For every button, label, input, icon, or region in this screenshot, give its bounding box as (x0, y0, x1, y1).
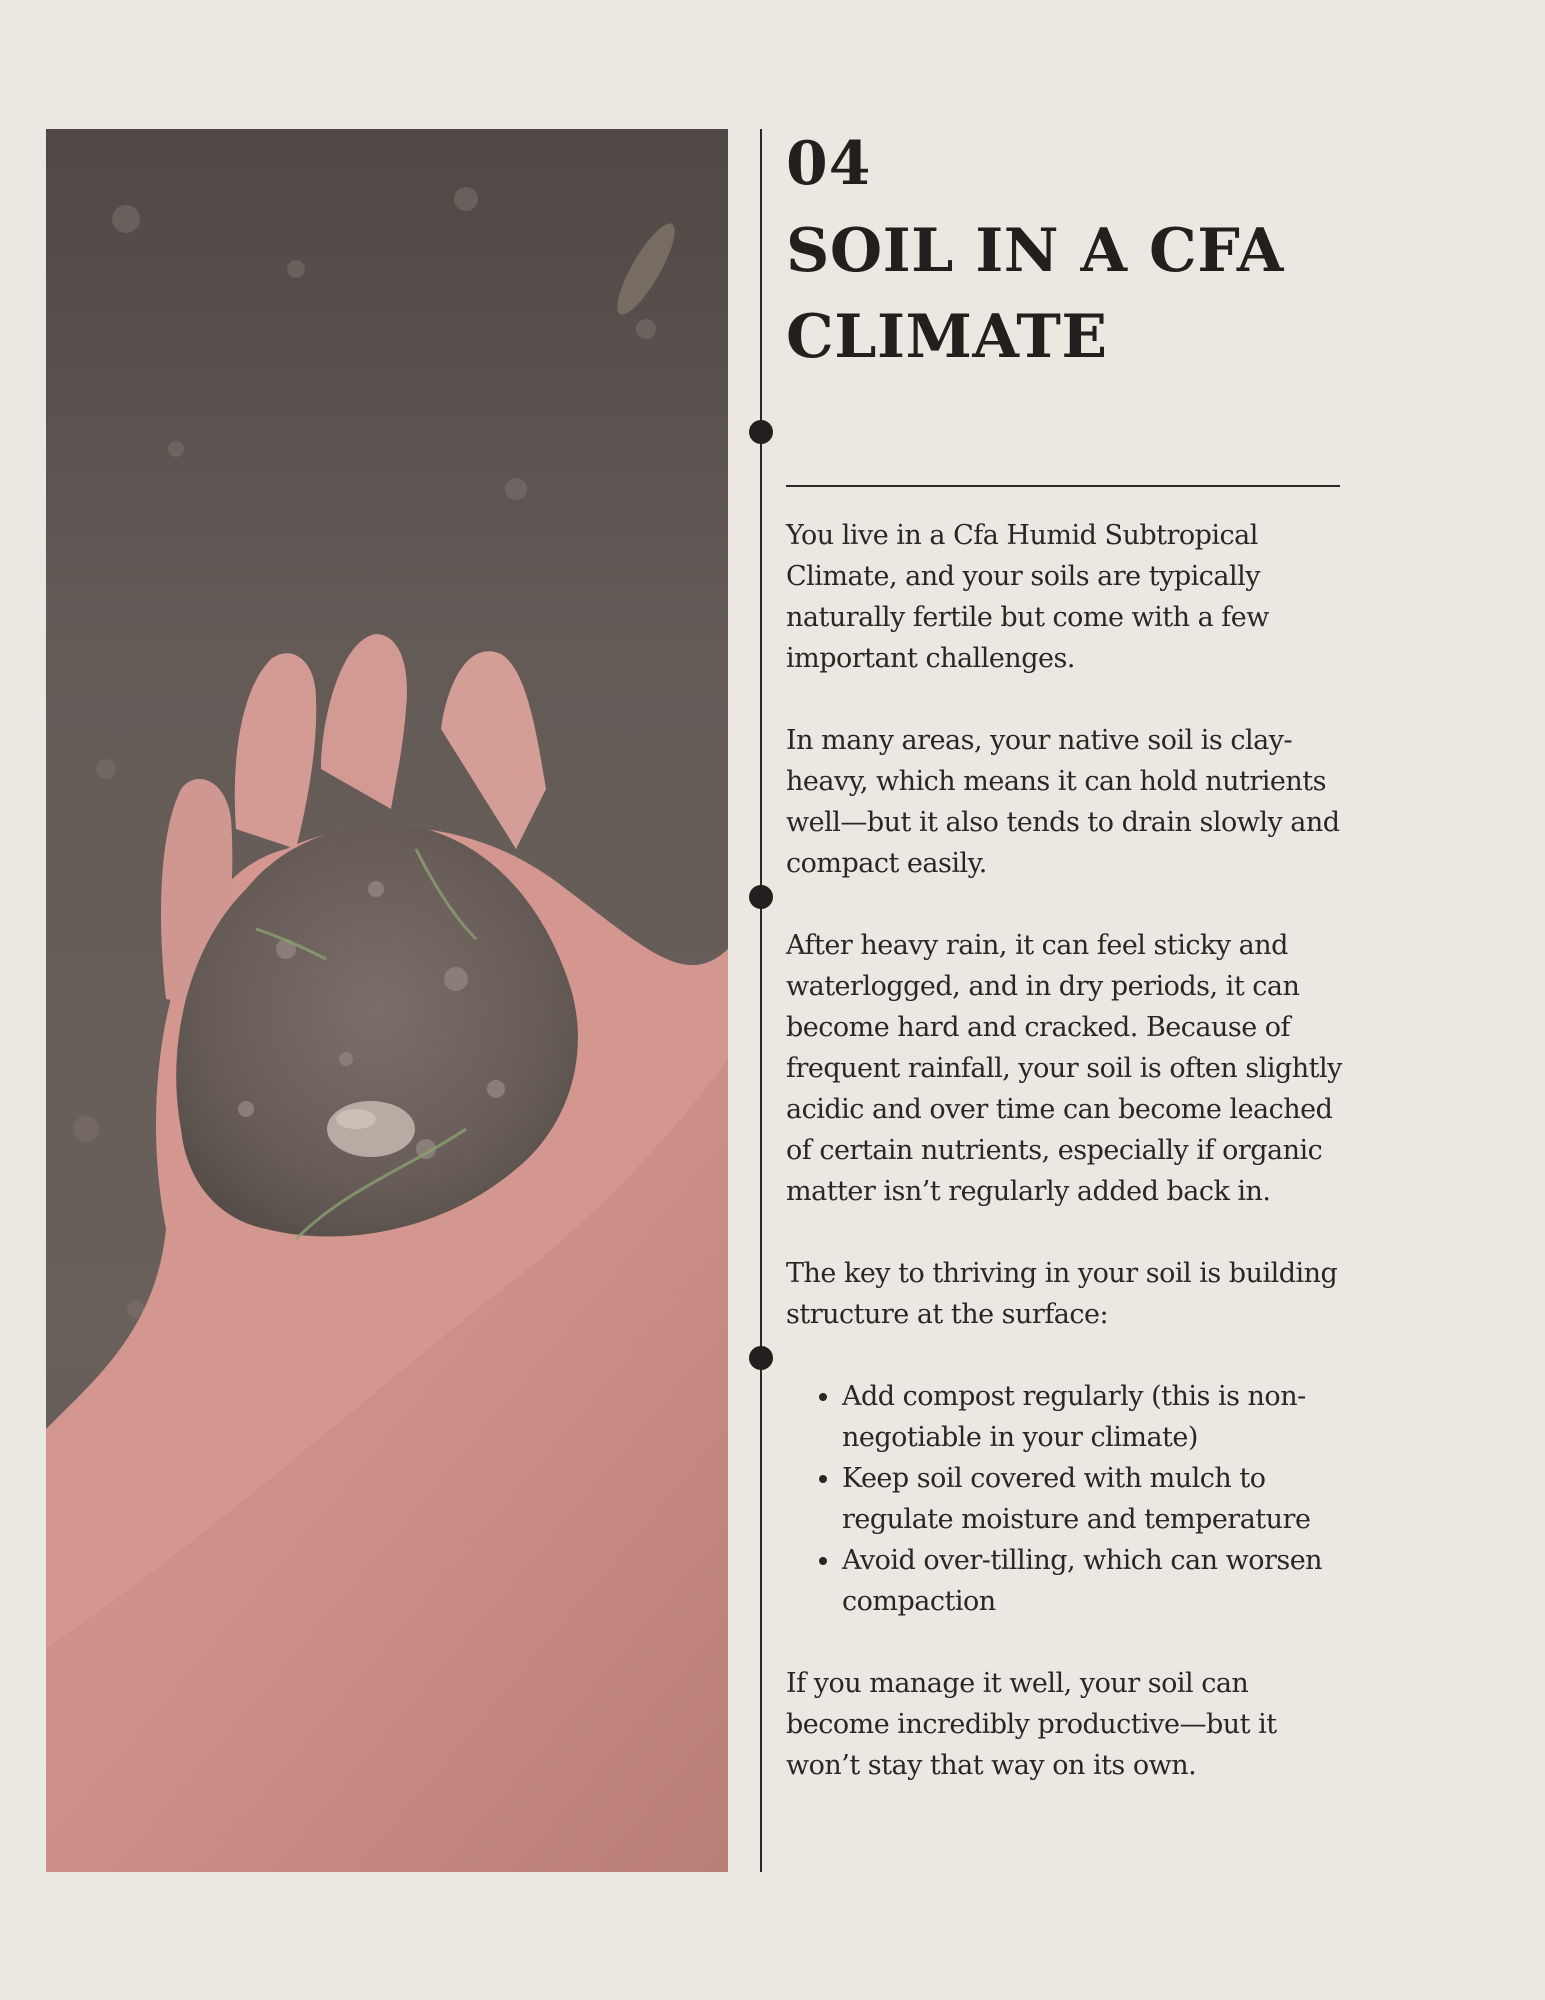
tips-list (786, 1376, 1346, 1622)
section-number: 04 (786, 129, 872, 199)
key-advice-paragraph: The key to thriving in your soil is building structure at the surface: (786, 1258, 1338, 1330)
rain-effects-paragraph: After heavy rain, it can feel sticky and waterlogged, and in dry periods, it can become hard and cracked. Because of frequent rainfall, your soil is often slightly acidic and over time can become leached of certain nutrients, especially if organic matter isn’t regularly added back in. (786, 930, 1342, 1207)
clay-soil-paragraph: In many areas, your native soil is clay-heavy, which means it can hold nutrients well—but it also tends to drain slowly and compact easily. (786, 725, 1340, 879)
tip-item: • Keep soil covered with mulch to regulate moisture and temperature (842, 1458, 1346, 1540)
timeline-dot (749, 885, 773, 909)
timeline-line (760, 129, 762, 1872)
timeline-dot (749, 420, 773, 444)
section-title: SOIL IN A CFA CLIMATE (786, 216, 1284, 372)
article-body (786, 515, 1346, 1827)
intro-paragraph: You live in a Cfa Humid Subtropical Climate, and your soils are typically naturally fertile but come with a few important challenges. (786, 520, 1269, 674)
closing-paragraph: If you manage it well, your soil can become incredibly productive—but it won’t stay that way on its own. (786, 1668, 1277, 1781)
timeline-dot (749, 1346, 773, 1370)
hand-holding-soil-photo (46, 129, 728, 1872)
tip-item: • Add compost regularly (this is non-negotiable in your climate) (842, 1376, 1346, 1458)
tip-item: • Avoid over-tilling, which can worsen compaction (842, 1540, 1346, 1622)
title-divider (786, 485, 1340, 487)
